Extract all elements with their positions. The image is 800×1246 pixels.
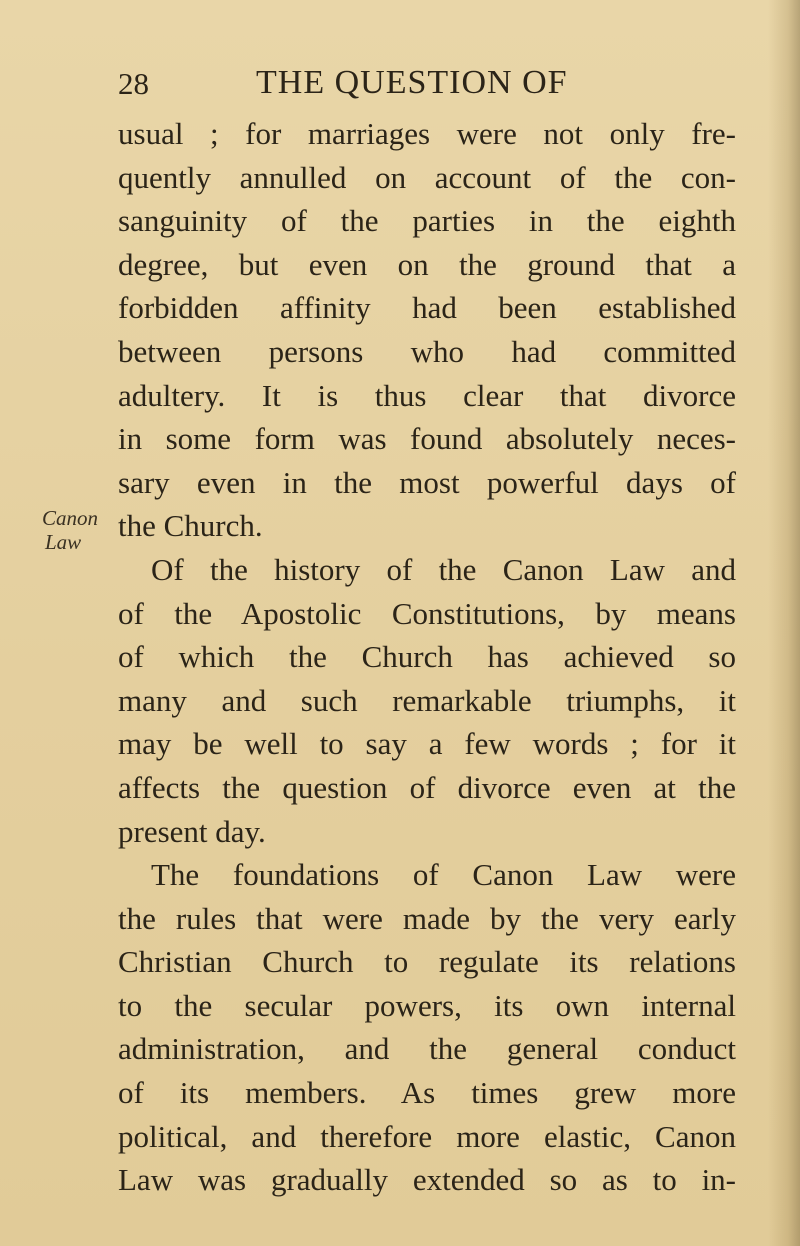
page-header: [118, 58, 738, 108]
text-line: Christian Church to regulate its relations: [118, 944, 736, 980]
text-line: adultery. It is thus clear that divorce: [118, 377, 736, 413]
text-line: Law was gradually extended so as to in-: [118, 1162, 736, 1198]
text-line: forbidden affinity had been established: [118, 290, 736, 326]
page-number: 28: [118, 66, 149, 101]
text-line: the rules that were made by the very early: [118, 900, 736, 936]
text-line: the Church.: [118, 508, 263, 544]
text-line: of which the Church has achieved so: [118, 639, 736, 675]
margin-note-line: Law: [45, 530, 82, 554]
text-line: quently annulled on account of the con-: [118, 159, 736, 195]
text-line: may be well to say a few words ; for it: [118, 726, 736, 762]
text-line: in some form was found absolutely neces-: [118, 421, 736, 457]
text-line: political, and therefore more elastic, Canon: [118, 1118, 736, 1154]
text-line: many and such remarkable triumphs, it: [118, 682, 736, 718]
body-text: [118, 112, 736, 1202]
text-line: sanguinity of the parties in the eighth: [118, 203, 736, 239]
text-line: between persons who had committed: [118, 333, 736, 369]
text-line: administration, and the general conduct: [118, 1031, 736, 1067]
text-line: affects the question of divorce even at the: [118, 769, 736, 805]
text-line: degree, but even on the ground that a: [118, 246, 736, 282]
text-line: usual ; for marriages were not only fre-: [118, 116, 736, 151]
running-head: THE QUESTION OF: [256, 64, 568, 101]
text-line: sary even in the most powerful days of: [118, 464, 736, 500]
text-line: of the Apostolic Constitutions, by means: [118, 595, 736, 631]
text-line: to the secular powers, its own internal: [118, 987, 736, 1023]
text-line: of its members. As times grew more: [118, 1075, 736, 1111]
margin-note-line: Canon: [42, 506, 99, 530]
text-line: present day.: [118, 813, 266, 849]
margin-note: [42, 506, 112, 554]
text-line: The foundations of Canon Law were: [151, 857, 736, 893]
text-line: Of the history of the Canon Law and: [151, 551, 736, 587]
